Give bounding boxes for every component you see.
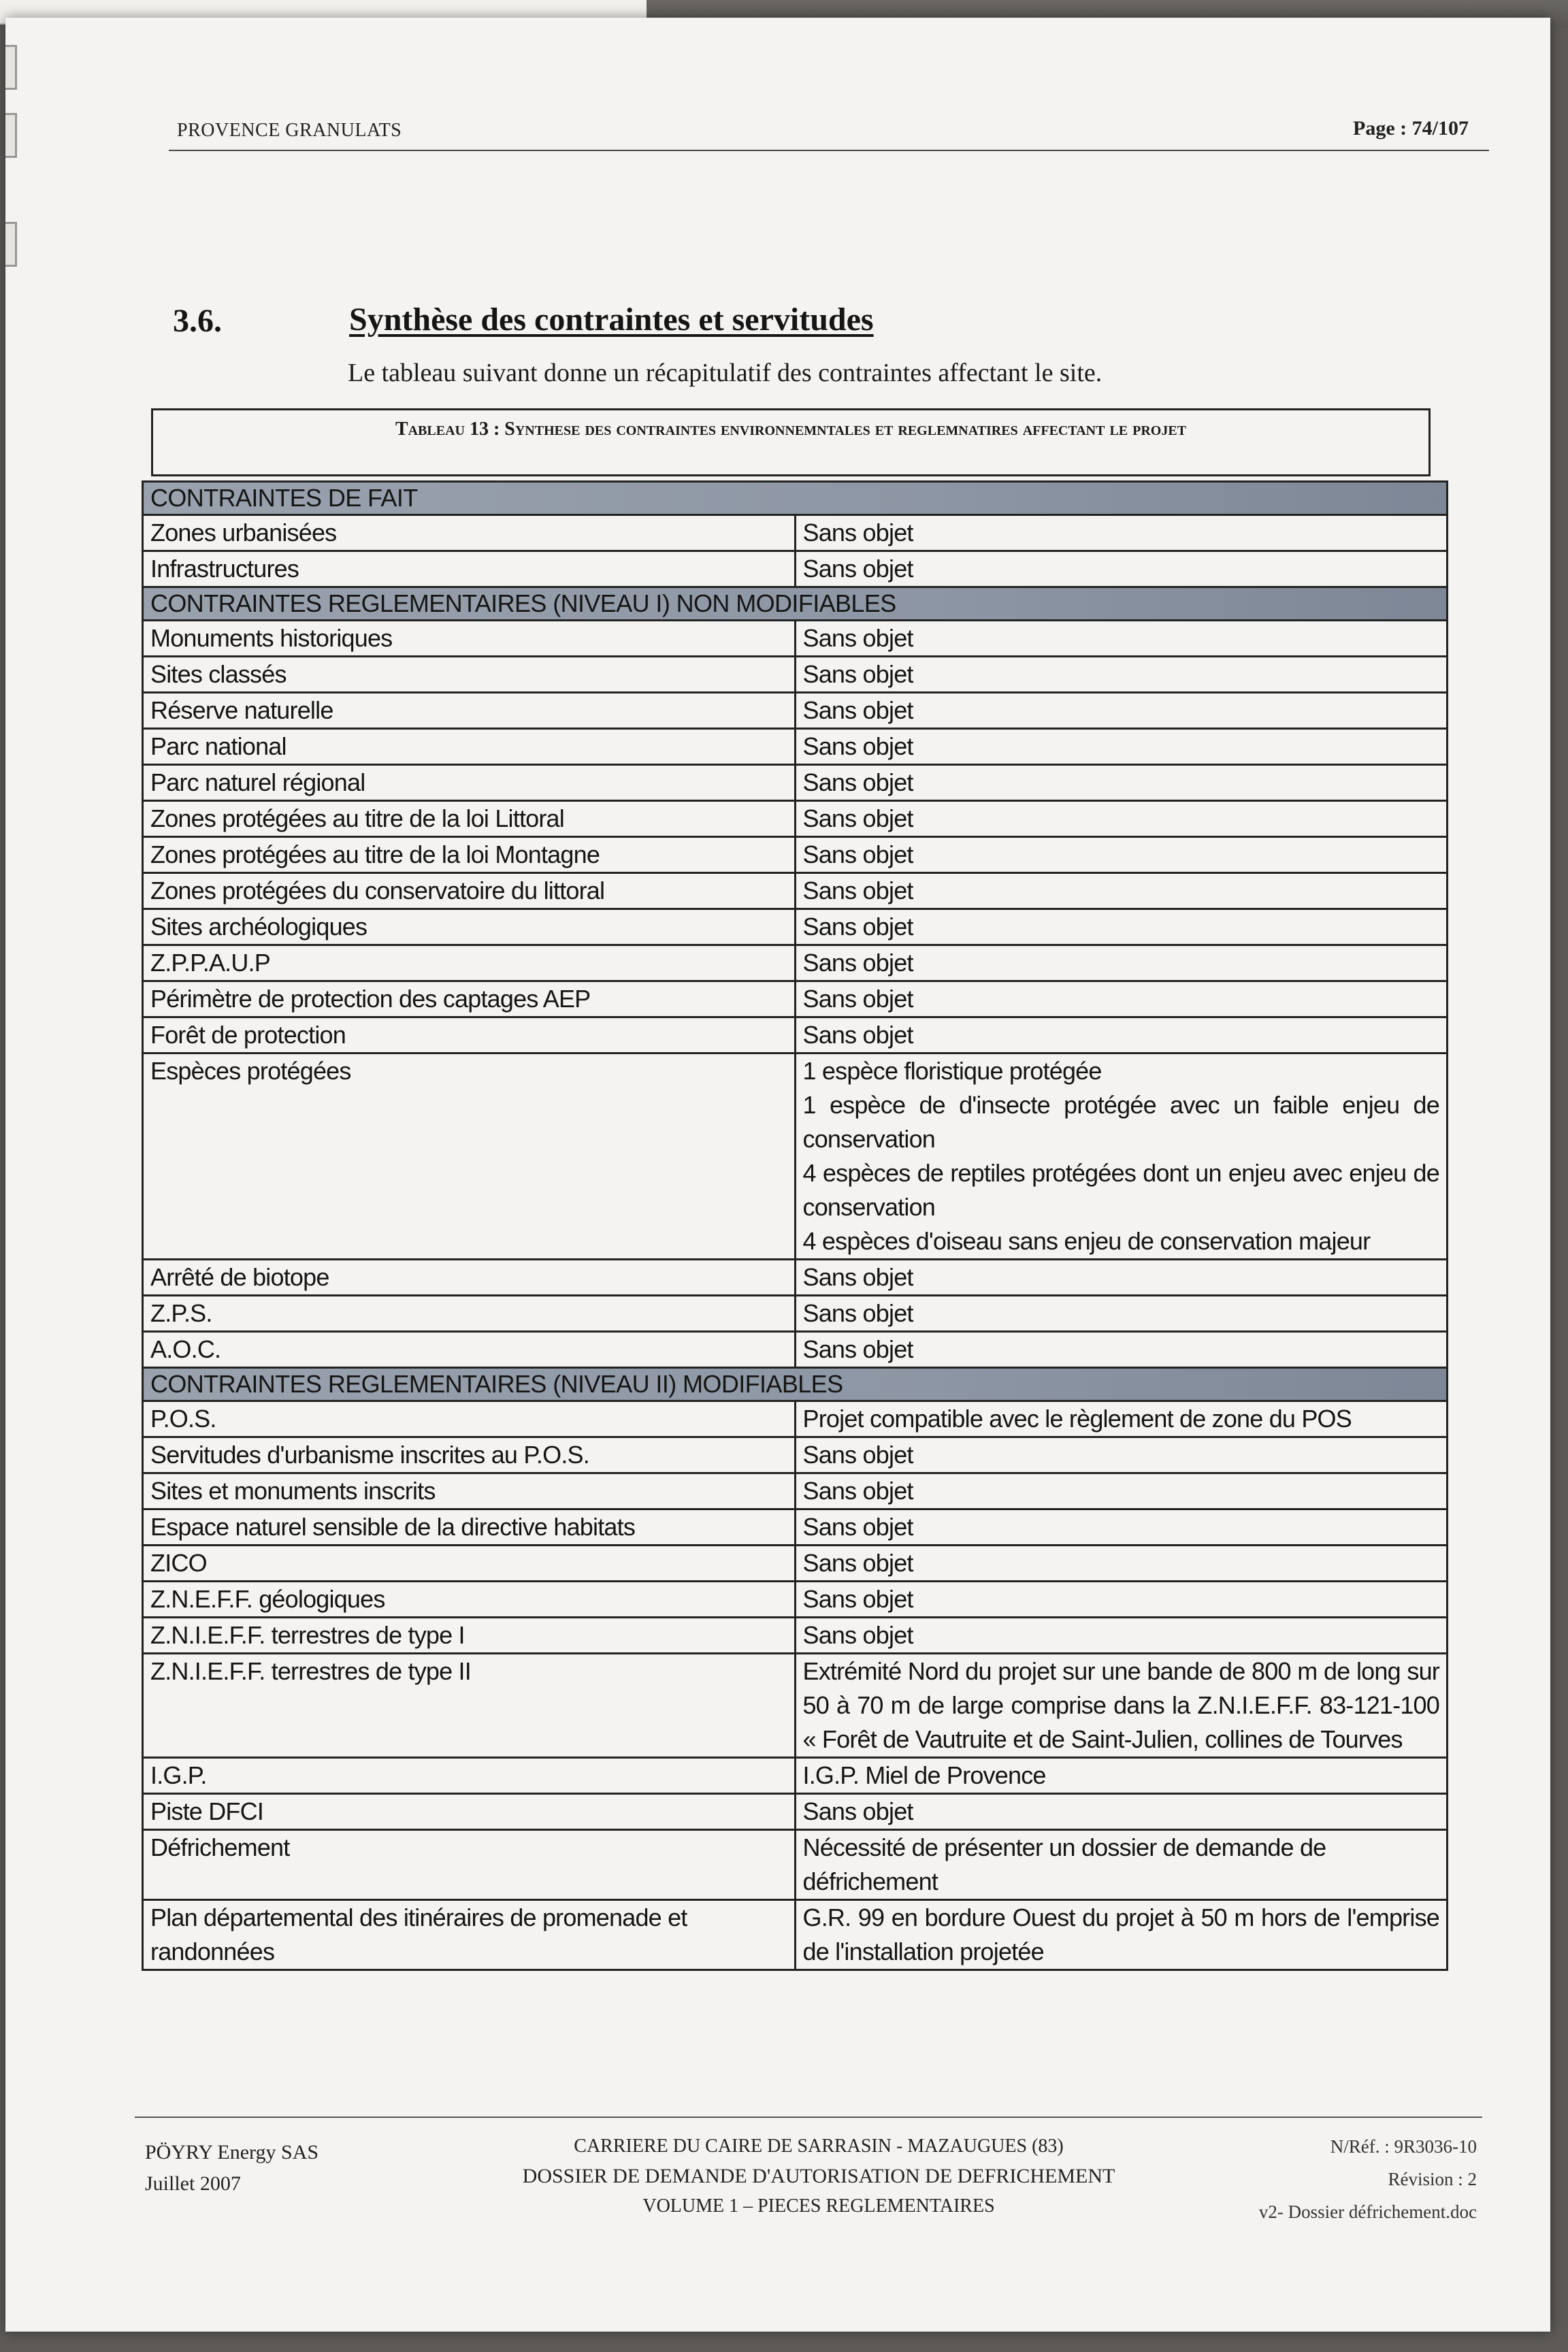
binder-clip-mark [5, 45, 17, 90]
constraint-value [795, 1437, 1448, 1473]
table-section-header [143, 1368, 1448, 1401]
table-row [143, 1654, 1448, 1758]
constraint-label: Forêt de protection [143, 1017, 796, 1054]
constraint-value [795, 837, 1448, 873]
constraint-value-line: Sans objet [802, 1585, 913, 1613]
constraint-label: Z.N.E.F.F. géologiques [143, 1582, 796, 1618]
constraint-value [795, 1473, 1448, 1509]
constraint-value [795, 1794, 1448, 1830]
section-intro: Le tableau suivant donne un récapitulatif des contraintes affectant le site. [348, 359, 1102, 387]
footer-rule [135, 2117, 1482, 2118]
constraint-value-line: Sans objet [802, 1263, 913, 1291]
footer-left [145, 2137, 318, 2200]
table-row [143, 873, 1448, 909]
table-row [143, 981, 1448, 1017]
table-row [143, 1473, 1448, 1509]
table-row [143, 1546, 1448, 1582]
constraint-label: Zones protégées du conservatoire du littoral [143, 873, 796, 909]
footer-author: PÖYRY Energy SAS [145, 2141, 319, 2163]
constraint-label: Réserve naturelle [143, 693, 796, 729]
constraint-value [795, 1017, 1448, 1054]
constraint-value-line: Sans objet [802, 1477, 913, 1505]
constraint-value-line: I.G.P. Miel de Provence [802, 1761, 1046, 1789]
footer-filename: v2- Dossier défrichement.doc [1258, 2202, 1477, 2222]
table-row [143, 1830, 1448, 1900]
constraint-value-line: Sans objet [802, 660, 913, 688]
constraint-value-line: Projet compatible avec le règlement de zone du POS [802, 1405, 1352, 1433]
constraints-table [142, 480, 1448, 1971]
constraint-value-line: Sans objet [802, 768, 913, 796]
section-header-text: CONTRAINTES DE FAIT [143, 482, 1448, 515]
constraint-value-line: Sans objet [802, 1549, 913, 1577]
constraint-value-line: Sans objet [802, 1021, 913, 1049]
constraint-label: Zones protégées au titre de la loi Littoral [143, 801, 796, 837]
constraint-value-line: 4 espèces de reptiles protégées dont un enjeu avec enjeu de conservation [802, 1159, 1439, 1221]
table-row [143, 1017, 1448, 1054]
constraint-value-line: 1 espèce floristique protégée [802, 1057, 1102, 1085]
footer-dossier: DOSSIER DE DEMANDE D'AUTORISATION DE DEFRICHEMENT [522, 2165, 1115, 2187]
footer-reference: N/Réf. : 9R3036-10 [1330, 2136, 1477, 2157]
constraint-value [795, 693, 1448, 729]
constraint-label: Z.P.S. [143, 1296, 796, 1332]
constraint-value [795, 801, 1448, 837]
constraint-label: Arrêté de biotope [143, 1260, 796, 1296]
constraint-value-line: Sans objet [802, 877, 913, 904]
constraint-label: Espace naturel sensible de la directive habitats [143, 1509, 796, 1546]
constraint-value-line: Sans objet [802, 1441, 913, 1469]
constraint-label: Monuments historiques [143, 621, 796, 657]
constraint-value [795, 1546, 1448, 1582]
table-row [143, 1332, 1448, 1368]
constraint-label: Périmètre de protection des captages AEP [143, 981, 796, 1017]
constraint-value-line: Sans objet [802, 624, 913, 652]
constraint-label: Z.P.P.A.U.P [143, 945, 796, 981]
constraint-value-line: 1 espèce de d'insecte protégée avec un faible enjeu de conservation [802, 1091, 1439, 1153]
constraint-value [795, 765, 1448, 801]
constraint-value [795, 657, 1448, 693]
constraint-label: Sites classés [143, 657, 796, 693]
table-row [143, 657, 1448, 693]
constraint-value [795, 551, 1448, 587]
constraint-value-line: Sans objet [802, 1621, 913, 1649]
table-section-header [143, 482, 1448, 515]
section-title: Synthèse des contraintes et servitudes [349, 301, 874, 338]
header-page-number: Page : 74/107 [1353, 117, 1469, 140]
constraint-label: Défrichement [143, 1830, 796, 1900]
constraint-value [795, 1582, 1448, 1618]
constraint-value-line: Sans objet [802, 1299, 913, 1327]
constraint-label: Parc national [143, 729, 796, 765]
constraint-value [795, 1900, 1448, 1970]
table-row [143, 1437, 1448, 1473]
table-row [143, 551, 1448, 587]
table-row [143, 1794, 1448, 1830]
constraint-value-line: Sans objet [802, 1335, 913, 1363]
table-row [143, 515, 1448, 551]
constraint-value [795, 1332, 1448, 1368]
table-row [143, 1618, 1448, 1654]
constraint-value-line: Sans objet [802, 1797, 913, 1825]
constraint-value-line: 4 espèces d'oiseau sans enjeu de conservation majeur [802, 1227, 1371, 1255]
table-row [143, 1582, 1448, 1618]
constraint-label: Z.N.I.E.F.F. terrestres de type II [143, 1654, 796, 1758]
table-row [143, 1900, 1448, 1970]
constraint-value [795, 1401, 1448, 1437]
table-row [143, 765, 1448, 801]
constraint-value [795, 1509, 1448, 1546]
constraint-value [795, 621, 1448, 657]
constraint-value-line: Sans objet [802, 985, 913, 1013]
footer-right [1259, 2130, 1477, 2228]
table-row [143, 909, 1448, 945]
constraint-label: Zones urbanisées [143, 515, 796, 551]
constraint-value [795, 981, 1448, 1017]
constraint-label: Sites archéologiques [143, 909, 796, 945]
constraint-value-line: G.R. 99 en bordure Ouest du projet à 50 m hors de l'emprise de l'installation projetée [802, 1904, 1439, 1965]
constraint-value-line: Sans objet [802, 555, 913, 583]
footer-project: CARRIERE DU CAIRE DE SARRASIN - MAZAUGUES (83) [574, 2136, 1064, 2157]
constraint-value [795, 1758, 1448, 1794]
constraint-label: Plan départemental des itinéraires de promenade et randonnées [143, 1900, 796, 1970]
table-section-header [143, 587, 1448, 621]
table-row [143, 801, 1448, 837]
constraint-label: P.O.S. [143, 1401, 796, 1437]
binder-clip-mark [5, 113, 17, 158]
constraint-value [795, 945, 1448, 981]
binder-clip-mark [5, 222, 17, 267]
table-row [143, 1758, 1448, 1794]
footer-revision: Révision : 2 [1388, 2169, 1477, 2189]
table-row [143, 837, 1448, 873]
constraint-label: A.O.C. [143, 1332, 796, 1368]
table-row [143, 1054, 1448, 1260]
constraint-label: Espèces protégées [143, 1054, 796, 1260]
constraint-value-line: Nécessité de présenter un dossier de demande de défrichement [802, 1833, 1326, 1895]
constraint-value [795, 1296, 1448, 1332]
footer-date: Juillet 2007 [145, 2172, 241, 2195]
constraint-label: Zones protégées au titre de la loi Montagne [143, 837, 796, 873]
constraint-value-line: Sans objet [802, 949, 913, 977]
table-row [143, 729, 1448, 765]
footer-center [441, 2132, 1196, 2221]
constraint-value-line: Sans objet [802, 519, 913, 546]
section-header-text: CONTRAINTES REGLEMENTAIRES (NIVEAU I) NON MODIFIABLES [143, 587, 1448, 621]
constraint-value-line: Sans objet [802, 696, 913, 724]
constraint-value-line: Sans objet [802, 804, 913, 832]
constraint-value [795, 1618, 1448, 1654]
constraint-label: Piste DFCI [143, 1794, 796, 1830]
constraint-value [795, 909, 1448, 945]
header-company: PROVENCE GRANULATS [177, 120, 402, 141]
header-rule [169, 150, 1489, 151]
constraint-label: Sites et monuments inscrits [143, 1473, 796, 1509]
constraint-value-line: Sans objet [802, 732, 913, 760]
constraint-value-line: Sans objet [802, 840, 913, 868]
constraint-value-line: Sans objet [802, 1513, 913, 1541]
constraint-label: Servitudes d'urbanisme inscrites au P.O.S. [143, 1437, 796, 1473]
constraint-value [795, 729, 1448, 765]
constraint-label: Parc naturel régional [143, 765, 796, 801]
constraint-value [795, 873, 1448, 909]
table-row [143, 945, 1448, 981]
section-header-text: CONTRAINTES REGLEMENTAIRES (NIVEAU II) MODIFIABLES [143, 1368, 1448, 1401]
constraint-label: I.G.P. [143, 1758, 796, 1794]
constraint-value [795, 1654, 1448, 1758]
constraint-value [795, 1830, 1448, 1900]
table-row [143, 1260, 1448, 1296]
table-row [143, 621, 1448, 657]
footer-volume: VOLUME 1 – PIECES REGLEMENTAIRES [642, 2195, 995, 2217]
table-row [143, 693, 1448, 729]
table-caption: Tableau 13 : Synthese des contraintes environnemntales et reglemnatires affectant le projet [151, 408, 1431, 476]
constraint-value [795, 1260, 1448, 1296]
constraint-value-line: Extrémité Nord du projet sur une bande de 800 m de long sur 50 à 70 m de large comprise dans la Z.N.I.E.F.F. 83-121-100 « Forêt de Vautruite et de Saint-Julien, collines de Tourves [802, 1657, 1439, 1753]
constraint-label: Infrastructures [143, 551, 796, 587]
table-row [143, 1296, 1448, 1332]
document-page [5, 18, 1550, 2332]
table-row [143, 1401, 1448, 1437]
section-number: 3.6. [173, 303, 222, 339]
constraint-value [795, 1054, 1448, 1260]
constraint-value [795, 515, 1448, 551]
constraint-label: Z.N.I.E.F.F. terrestres de type I [143, 1618, 796, 1654]
constraint-label: ZICO [143, 1546, 796, 1582]
constraint-value-line: Sans objet [802, 913, 913, 941]
table-row [143, 1509, 1448, 1546]
